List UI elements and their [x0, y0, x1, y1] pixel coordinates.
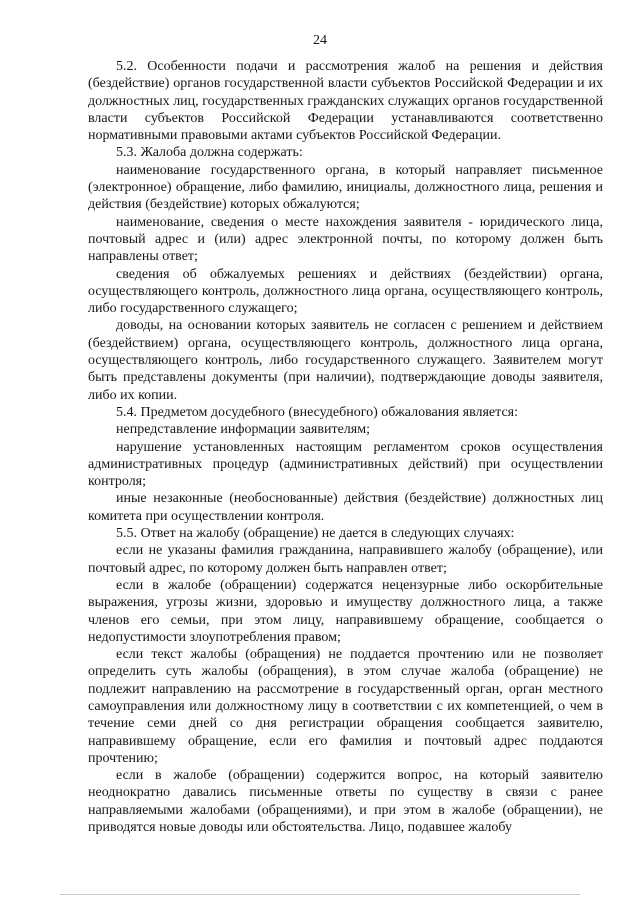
- paragraph-complaint-item-4: доводы, на основании которых заявитель не согласен с решением и действием (бездействием) органа, осуществляющего контроль, должностного лица органа, осуществляющего контроль, либо государственного служащего. Заявителем могут быть представлены документы (при наличии), подтверждающие доводы заявителя, либо их копии.: [88, 318, 603, 403]
- paragraph-subject-item-3: иные незаконные (необоснованные) действия (бездействие) должностных лиц комитета при осуществлении контроля.: [88, 491, 603, 524]
- paragraph-complaint-item-2: наименование, сведения о месте нахождения заявителя - юридического лица, почтовый адрес и (или) адрес электронной почты, по которому должен быть направлены ответ;: [88, 214, 603, 265]
- paragraph-subject-item-2: нарушение установленных настоящим регламентом сроков осуществления административных процедур (административных действий) при осуществлении контроля;: [88, 439, 603, 490]
- paragraph-5-2: 5.2. Особенности подачи и рассмотрения жалоб на решения и действия (бездействие) органов государственной власти субъектов Российской Федерации и их должностных лиц, государственных гражданских служащих органов государственной власти субъектов Российской Федерации устанавливаются соответственно нормативными правовыми актами субъектов Российской Федерации.: [88, 59, 603, 144]
- paragraph-no-reply-item-1: если не указаны фамилия гражданина, направившего жалобу (обращение), или почтовый адрес, по которому должен быть направлен ответ;: [88, 543, 603, 576]
- paragraph-complaint-item-3: сведения об обжалуемых решениях и действиях (бездействии) органа, осуществляющего контроль, должностного лица органа, осуществляющего контроль, либо государственного служащего;: [88, 266, 603, 317]
- paragraph-no-reply-item-4: если в жалобе (обращении) содержится вопрос, на который заявителю неоднократно давались письменные ответы по существу в связи с ранее направляемыми жалобами (обращениями), и при этом в жалобе (обращении), не приводятся новые доводы или обстоятельства. Лицо, подавшее жалобу: [88, 768, 603, 836]
- paragraph-subject-item-1: непредставление информации заявителям;: [116, 422, 370, 438]
- paragraph-5-3-heading: 5.3. Жалоба должна содержать:: [116, 145, 303, 161]
- paragraph-complaint-item-1: наименование государственного органа, в который направляет письменное (электронное) обращение, либо фамилию, инициалы, должностного лица, решения и действия (бездействие) которых обжалуются;: [88, 162, 603, 213]
- scan-bottom-edge: [60, 894, 580, 895]
- paragraph-no-reply-item-2: если в жалобе (обращении) содержатся нецензурные либо оскорбительные выражения, угрозы жизни, здоровью и имуществу должностного лица, а также членов его семьи, при этом лицу, направившему обращение, сообщается о недопустимости злоупотребления правом;: [88, 577, 603, 645]
- document-body: [88, 58, 603, 836]
- paragraph-no-reply-item-3: если текст жалобы (обращения) не поддается прочтению или не позволяет определить суть жалобы (обращения), в этом случае жалоба (обращение) не подлежит направлению на рассмотрение в государственный орган, орган местного самоуправления или должностному лицу в соответствии с их компетенцией, о чем в течение семи дней со дня регистрации обращения сообщается заявителю, направившему обращение, если его фамилия и почтовый адрес поддаются прочтению;: [88, 647, 603, 766]
- paragraph-5-5-heading: 5.5. Ответ на жалобу (обращение) не дается в следующих случаях:: [116, 526, 515, 542]
- page-number: 24: [313, 33, 327, 48]
- paragraph-5-4-heading: 5.4. Предметом досудебного (внесудебного) обжалования является:: [116, 404, 518, 420]
